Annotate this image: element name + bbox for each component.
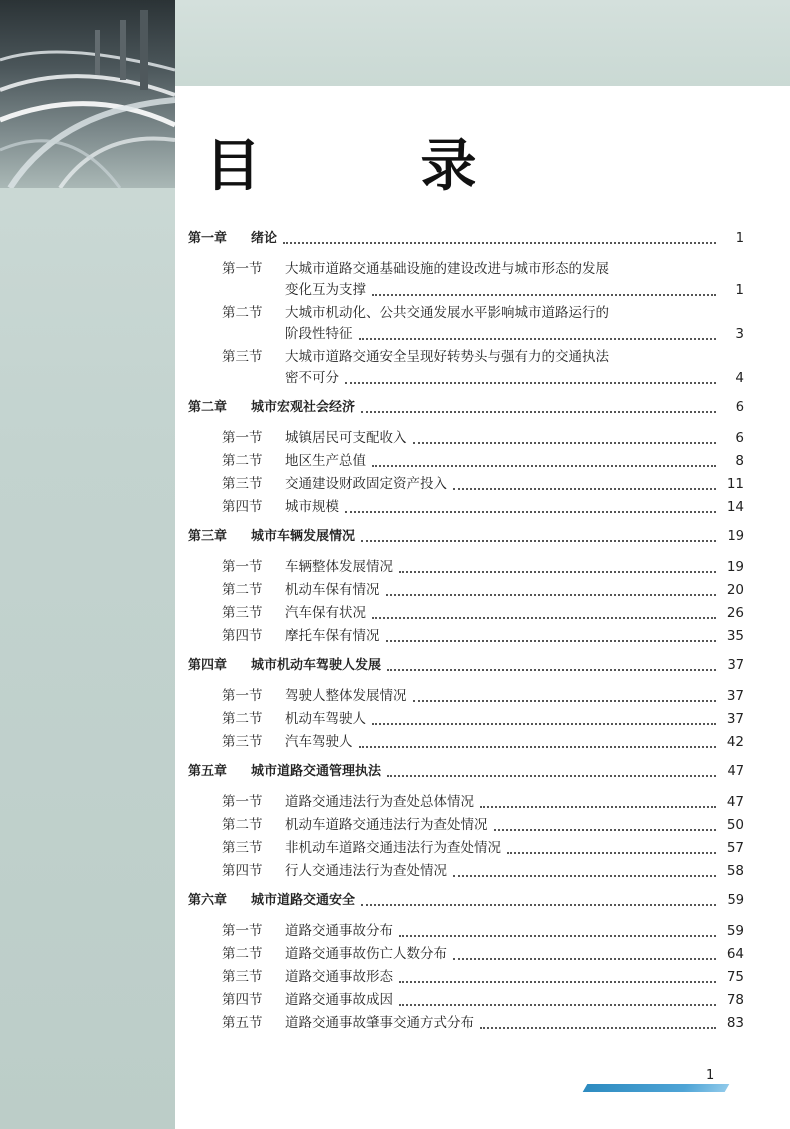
footer-accent-bar bbox=[583, 1084, 730, 1092]
toc-section-row-continued[interactable] bbox=[188, 280, 744, 301]
toc-chapter-row[interactable] bbox=[188, 526, 744, 547]
section-title: 车辆整体发展情况 bbox=[285, 559, 393, 575]
page-number: 3 bbox=[735, 326, 744, 342]
section-title: 非机动车道路交通违法行为查处情况 bbox=[285, 840, 501, 856]
toc-chapter-row[interactable] bbox=[188, 761, 744, 782]
section-number: 第三节 bbox=[222, 969, 263, 985]
section-title: 驾驶人整体发展情况 bbox=[285, 688, 407, 704]
toc-section-row[interactable] bbox=[188, 557, 744, 578]
section-number: 第四节 bbox=[222, 628, 263, 644]
section-title: 大城市道路交通基础设施的建设改进与城市形态的发展 bbox=[285, 261, 609, 277]
dot-leader bbox=[361, 411, 716, 413]
toc-chapter-row[interactable] bbox=[188, 397, 744, 418]
section-title: 地区生产总值 bbox=[285, 453, 366, 469]
section-number: 第一节 bbox=[222, 261, 263, 277]
page-number: 37 bbox=[727, 658, 744, 673]
dot-leader bbox=[372, 465, 716, 467]
section-number: 第一节 bbox=[222, 559, 263, 575]
dot-leader bbox=[453, 488, 716, 490]
dot-leader bbox=[361, 904, 716, 906]
section-number: 第三节 bbox=[222, 476, 263, 492]
dot-leader bbox=[345, 511, 716, 513]
page-number: 14 bbox=[726, 499, 744, 515]
page-number: 42 bbox=[726, 734, 744, 750]
toc-section-row[interactable] bbox=[188, 451, 744, 472]
dot-leader bbox=[386, 594, 717, 596]
section-number: 第二节 bbox=[222, 453, 263, 469]
page-number: 11 bbox=[726, 476, 744, 492]
dot-leader bbox=[494, 829, 717, 831]
dot-leader bbox=[387, 775, 716, 777]
chapter-title: 绪论 bbox=[251, 231, 278, 246]
page-number: 35 bbox=[726, 628, 744, 644]
section-number: 第三节 bbox=[222, 840, 263, 856]
page-number: 4 bbox=[735, 370, 744, 386]
page-number: 58 bbox=[726, 863, 744, 879]
dot-leader bbox=[359, 746, 717, 748]
toc-section-row[interactable] bbox=[188, 709, 744, 730]
dot-leader bbox=[453, 875, 716, 877]
road-lines-illustration bbox=[0, 0, 175, 188]
page-number: 75 bbox=[726, 969, 744, 985]
section-title-continued: 阶段性特征 bbox=[285, 326, 353, 342]
dot-leader bbox=[372, 294, 716, 296]
section-number: 第三节 bbox=[222, 349, 263, 365]
chapter-number: 第一章 bbox=[188, 231, 228, 246]
section-title-continued: 密不可分 bbox=[285, 370, 339, 386]
toc-section-row[interactable] bbox=[188, 626, 744, 647]
toc-section-row[interactable] bbox=[188, 497, 744, 518]
section-number: 第二节 bbox=[222, 817, 263, 833]
dot-leader bbox=[386, 640, 717, 642]
top-band bbox=[175, 0, 790, 86]
dot-leader bbox=[413, 700, 717, 702]
dot-leader bbox=[453, 958, 716, 960]
page-number: 37 bbox=[726, 711, 744, 727]
page-number: 6 bbox=[735, 430, 744, 446]
dot-leader bbox=[372, 617, 716, 619]
section-number: 第二节 bbox=[222, 946, 263, 962]
page-number: 6 bbox=[735, 400, 744, 415]
page-number: 26 bbox=[726, 605, 744, 621]
table-of-contents bbox=[188, 228, 744, 1036]
dot-leader bbox=[480, 1027, 716, 1029]
toc-section-row[interactable] bbox=[188, 686, 744, 707]
toc-section-row-continued[interactable] bbox=[188, 324, 744, 345]
section-number: 第四节 bbox=[222, 499, 263, 515]
dot-leader bbox=[399, 571, 716, 573]
page-number: 1 bbox=[735, 231, 744, 246]
toc-section-row[interactable] bbox=[188, 792, 744, 813]
chapter-number: 第二章 bbox=[188, 400, 228, 415]
section-title: 汽车驾驶人 bbox=[285, 734, 353, 750]
toc-section-row[interactable] bbox=[188, 944, 744, 965]
dot-leader bbox=[283, 242, 716, 244]
section-number: 第四节 bbox=[222, 863, 263, 879]
section-number: 第二节 bbox=[222, 305, 263, 321]
toc-section-row[interactable] bbox=[188, 347, 744, 368]
section-title: 机动车道路交通违法行为查处情况 bbox=[285, 817, 488, 833]
section-number: 第四节 bbox=[222, 992, 263, 1008]
chapter-number: 第五章 bbox=[188, 764, 228, 779]
page-number: 19 bbox=[727, 529, 744, 544]
toc-chapter-row[interactable] bbox=[188, 228, 744, 249]
toc-section-row[interactable] bbox=[188, 259, 744, 280]
toc-section-row[interactable] bbox=[188, 838, 744, 859]
section-title: 道路交通事故伤亡人数分布 bbox=[285, 946, 447, 962]
section-title: 大城市机动化、公共交通发展水平影响城市道路运行的 bbox=[285, 305, 609, 321]
chapter-title: 城市车辆发展情况 bbox=[251, 529, 356, 544]
dot-leader bbox=[413, 442, 717, 444]
section-number: 第五节 bbox=[222, 1015, 263, 1031]
chapter-number: 第三章 bbox=[188, 529, 228, 544]
dot-leader bbox=[345, 382, 716, 384]
dot-leader bbox=[372, 723, 716, 725]
page-title: 目 录 bbox=[205, 133, 547, 199]
page-number: 47 bbox=[726, 794, 744, 810]
page-number: 57 bbox=[726, 840, 744, 856]
toc-section-row[interactable] bbox=[188, 428, 744, 449]
section-title: 机动车驾驶人 bbox=[285, 711, 366, 727]
section-number: 第三节 bbox=[222, 734, 263, 750]
section-title: 汽车保有状况 bbox=[285, 605, 366, 621]
chapter-title: 城市机动车驾驶人发展 bbox=[251, 658, 382, 673]
toc-section-row[interactable] bbox=[188, 303, 744, 324]
highway-interchange-photo bbox=[0, 0, 175, 188]
page-number: 37 bbox=[726, 688, 744, 704]
section-title-continued: 变化互为支撑 bbox=[285, 282, 366, 298]
page-number: 83 bbox=[726, 1015, 744, 1031]
toc-section-row[interactable] bbox=[188, 921, 744, 942]
section-number: 第三节 bbox=[222, 605, 263, 621]
section-number: 第二节 bbox=[222, 582, 263, 598]
dot-leader bbox=[399, 1004, 716, 1006]
section-title: 道路交通事故肇事交通方式分布 bbox=[285, 1015, 474, 1031]
section-title: 城市规模 bbox=[285, 499, 339, 515]
section-title: 摩托车保有情况 bbox=[285, 628, 380, 644]
dot-leader bbox=[507, 852, 716, 854]
page-number: 20 bbox=[726, 582, 744, 598]
toc-section-row[interactable] bbox=[188, 861, 744, 882]
toc-section-row[interactable] bbox=[188, 990, 744, 1011]
section-title: 机动车保有情况 bbox=[285, 582, 380, 598]
section-title: 道路交通事故形态 bbox=[285, 969, 393, 985]
page-number: 50 bbox=[726, 817, 744, 833]
page-number: 47 bbox=[727, 764, 744, 779]
dot-leader bbox=[399, 981, 716, 983]
chapter-title: 城市宏观社会经济 bbox=[251, 400, 356, 415]
toc-section-row[interactable] bbox=[188, 580, 744, 601]
chapter-title: 城市道路交通安全 bbox=[251, 893, 356, 908]
toc-section-row[interactable] bbox=[188, 1013, 744, 1034]
dot-leader bbox=[361, 540, 716, 542]
dot-leader bbox=[387, 669, 716, 671]
section-number: 第一节 bbox=[222, 794, 263, 810]
page-number: 8 bbox=[735, 453, 744, 469]
section-title: 行人交通违法行为查处情况 bbox=[285, 863, 447, 879]
section-number: 第二节 bbox=[222, 711, 263, 727]
section-title: 道路交通事故成因 bbox=[285, 992, 393, 1008]
toc-section-row[interactable] bbox=[188, 967, 744, 988]
toc-chapter-row[interactable] bbox=[188, 655, 744, 676]
chapter-title: 城市道路交通管理执法 bbox=[251, 764, 382, 779]
dot-leader bbox=[359, 338, 717, 340]
page-number: 1 bbox=[735, 282, 744, 298]
toc-section-row-continued[interactable] bbox=[188, 368, 744, 389]
section-title: 城镇居民可支配收入 bbox=[285, 430, 407, 446]
toc-chapter-row[interactable] bbox=[188, 890, 744, 911]
toc-section-row[interactable] bbox=[188, 474, 744, 495]
page-number: 59 bbox=[726, 923, 744, 939]
dot-leader bbox=[480, 806, 716, 808]
section-title: 交通建设财政固定资产投入 bbox=[285, 476, 447, 492]
page-number: 59 bbox=[727, 893, 744, 908]
toc-section-row[interactable] bbox=[188, 815, 744, 836]
section-number: 第一节 bbox=[222, 688, 263, 704]
section-title: 道路交通违法行为查处总体情况 bbox=[285, 794, 474, 810]
section-title: 道路交通事故分布 bbox=[285, 923, 393, 939]
section-number: 第一节 bbox=[222, 923, 263, 939]
dot-leader bbox=[399, 935, 716, 937]
chapter-number: 第四章 bbox=[188, 658, 228, 673]
page-number: 78 bbox=[726, 992, 744, 1008]
section-title: 大城市道路交通安全呈现好转势头与强有力的交通执法 bbox=[285, 349, 609, 365]
toc-section-row[interactable] bbox=[188, 732, 744, 753]
page-number: 64 bbox=[726, 946, 744, 962]
chapter-number: 第六章 bbox=[188, 893, 228, 908]
footer-page-number: 1 bbox=[706, 1068, 715, 1083]
section-number: 第一节 bbox=[222, 430, 263, 446]
toc-section-row[interactable] bbox=[188, 603, 744, 624]
page-number: 19 bbox=[726, 559, 744, 575]
